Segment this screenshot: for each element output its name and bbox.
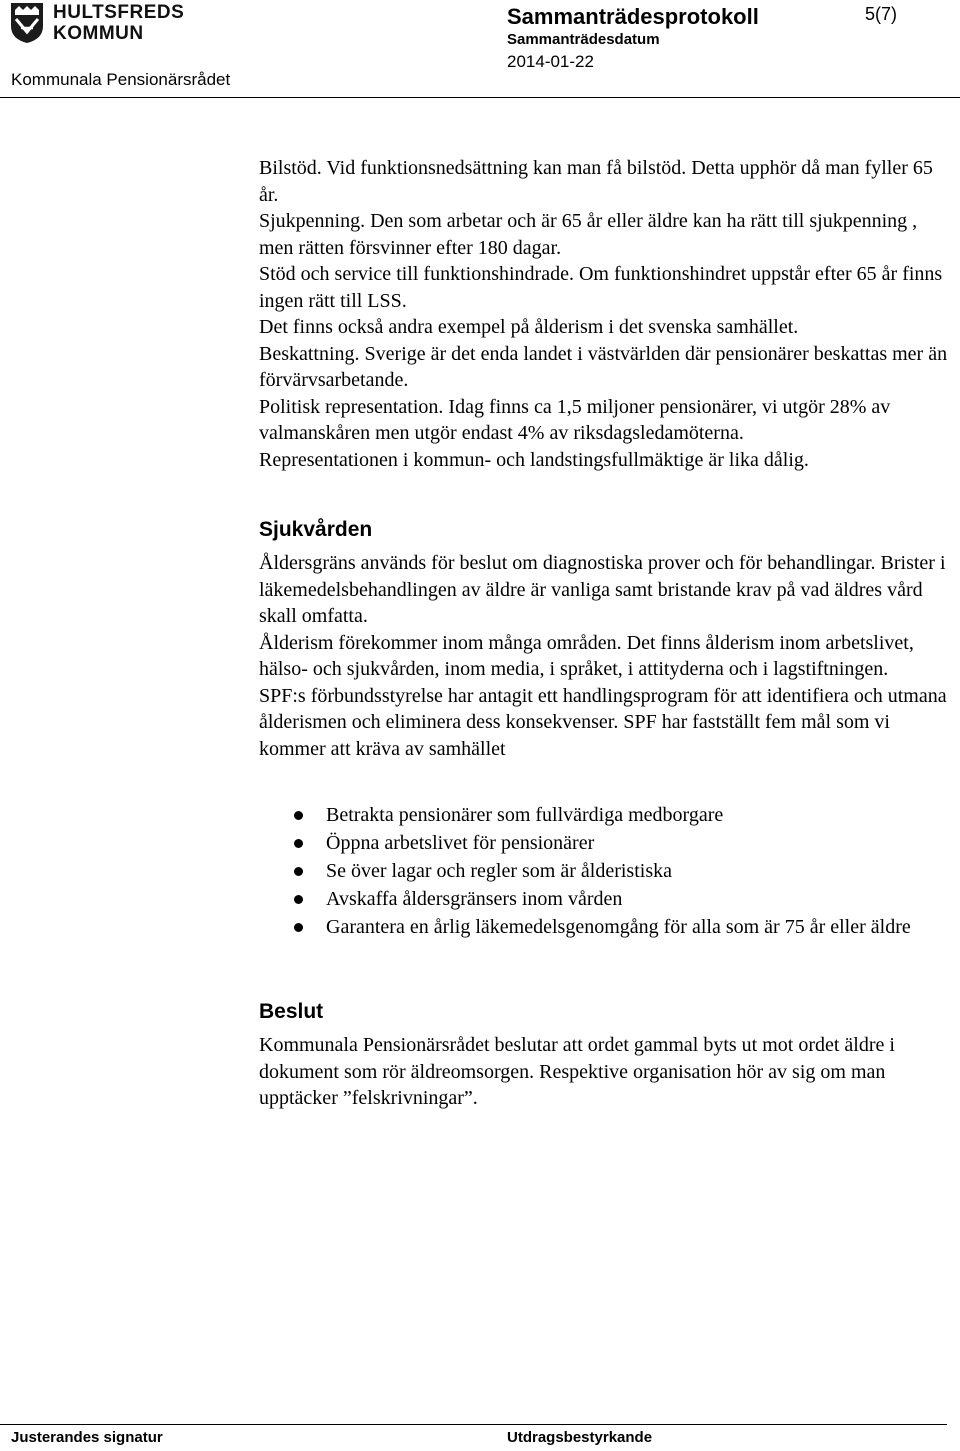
footer-divider — [0, 1424, 947, 1425]
bullet-icon — [294, 923, 303, 932]
bullet-icon — [294, 895, 303, 904]
paragraph-beskattning: Beskattning. Sverige är det enda landet i västvärlden där pensionärer beskattas mer än förvärvsarbetande. — [259, 342, 948, 391]
section-heading-sjukvarden: Sjukvården — [259, 518, 373, 541]
list-item: Garantera en årlig läkemedelsgenomgång för alla som är 75 år eller äldre — [259, 914, 949, 941]
signature-label: Justerandes signatur — [11, 1429, 163, 1446]
paragraph-spf: SPF:s förbundsstyrelse har antagit ett handlingsprogram för att identifiera och utmana ålderismen och eliminera dess konsekvenser. SPF har fastställt fem mål som vi kommer att kräva av samhället — [259, 684, 947, 760]
coat-of-arms-icon — [10, 2, 44, 44]
meeting-date-value: 2014-01-22 — [507, 52, 594, 71]
list-item: Öppna arbetslivet för pensionärer — [259, 830, 949, 857]
meeting-date-label: Sammanträdesdatum — [507, 31, 660, 48]
page-number: 5(7) — [865, 4, 898, 24]
bullet-icon — [294, 811, 303, 820]
paragraph-beslut: Kommunala Pensionärsrådet beslutar att ordet gammal byts ut mot ordet äldre i dokument som rör äldreomsorgen. Respektive organisation hör av sig om man upptäcker ”felskrivningar”. — [259, 1034, 895, 1109]
certified-extract-label: Utdragsbestyrkande — [507, 1429, 653, 1446]
logo-line-2: KOMMUN — [53, 23, 144, 44]
paragraph-sjukpenning: Sjukpenning. Den som arbetar och är 65 år eller äldre kan ha rätt till sjukpenning , men rätten försvinner efter 180 dagar. — [259, 210, 918, 259]
paragraph-politisk-representation: Politisk representation. Idag finns ca 1,5 miljoner pensionärer, vi utgör 28% av valmanskåren men utgör endast 4% av riksdagsledamöterna. — [259, 395, 891, 444]
bullet-icon — [294, 839, 303, 848]
paragraph-alderism: Ålderism förekommer inom många områden. Det finns ålderism inom arbetslivet, hälso- och sjukvården, inom media, i språket, i attityderna och i lagstiftningen. — [259, 631, 914, 680]
header-divider — [0, 97, 960, 98]
paragraph-lss: Stöd och service till funktionshindrade. Om funktionshindret uppstår efter 65 år finns ingen rätt till LSS. — [259, 263, 943, 312]
section-heading-beslut: Beslut — [259, 1000, 324, 1023]
list-item: Betrakta pensionärer som fullvärdiga medborgare — [259, 802, 949, 829]
paragraph-representationen: Representationen i kommun- och landstingsfullmäktige är lika dålig. — [259, 448, 809, 471]
municipality-logo — [10, 2, 190, 46]
paragraph-bilstod: Bilstöd. Vid funktionsnedsättning kan man få bilstöd. Detta upphör då man fyller 65 år. — [259, 157, 933, 206]
document-title: Sammanträdesprotokoll — [507, 4, 759, 29]
committee-name: Kommunala Pensionärsrådet — [11, 70, 231, 89]
list-item: Avskaffa åldersgränsers inom vården — [259, 886, 949, 913]
list-item: Se över lagar och regler som är ålderistiska — [259, 858, 949, 885]
bullet-icon — [294, 867, 303, 876]
goals-list — [259, 802, 949, 941]
protocol-body — [259, 155, 949, 1112]
paragraph-other-examples: Det finns också andra exempel på ålderism i det svenska samhället. — [259, 316, 799, 338]
paragraph-aldersgrans: Åldersgräns används för beslut om diagnostiska prover och för behandlingar. Brister i läkemedelsbehandlingen av äldre är vanliga samt bristande krav på vad äldres vård skall omfatta. — [259, 552, 946, 627]
logo-line-1: HULTSFREDS — [53, 2, 185, 23]
